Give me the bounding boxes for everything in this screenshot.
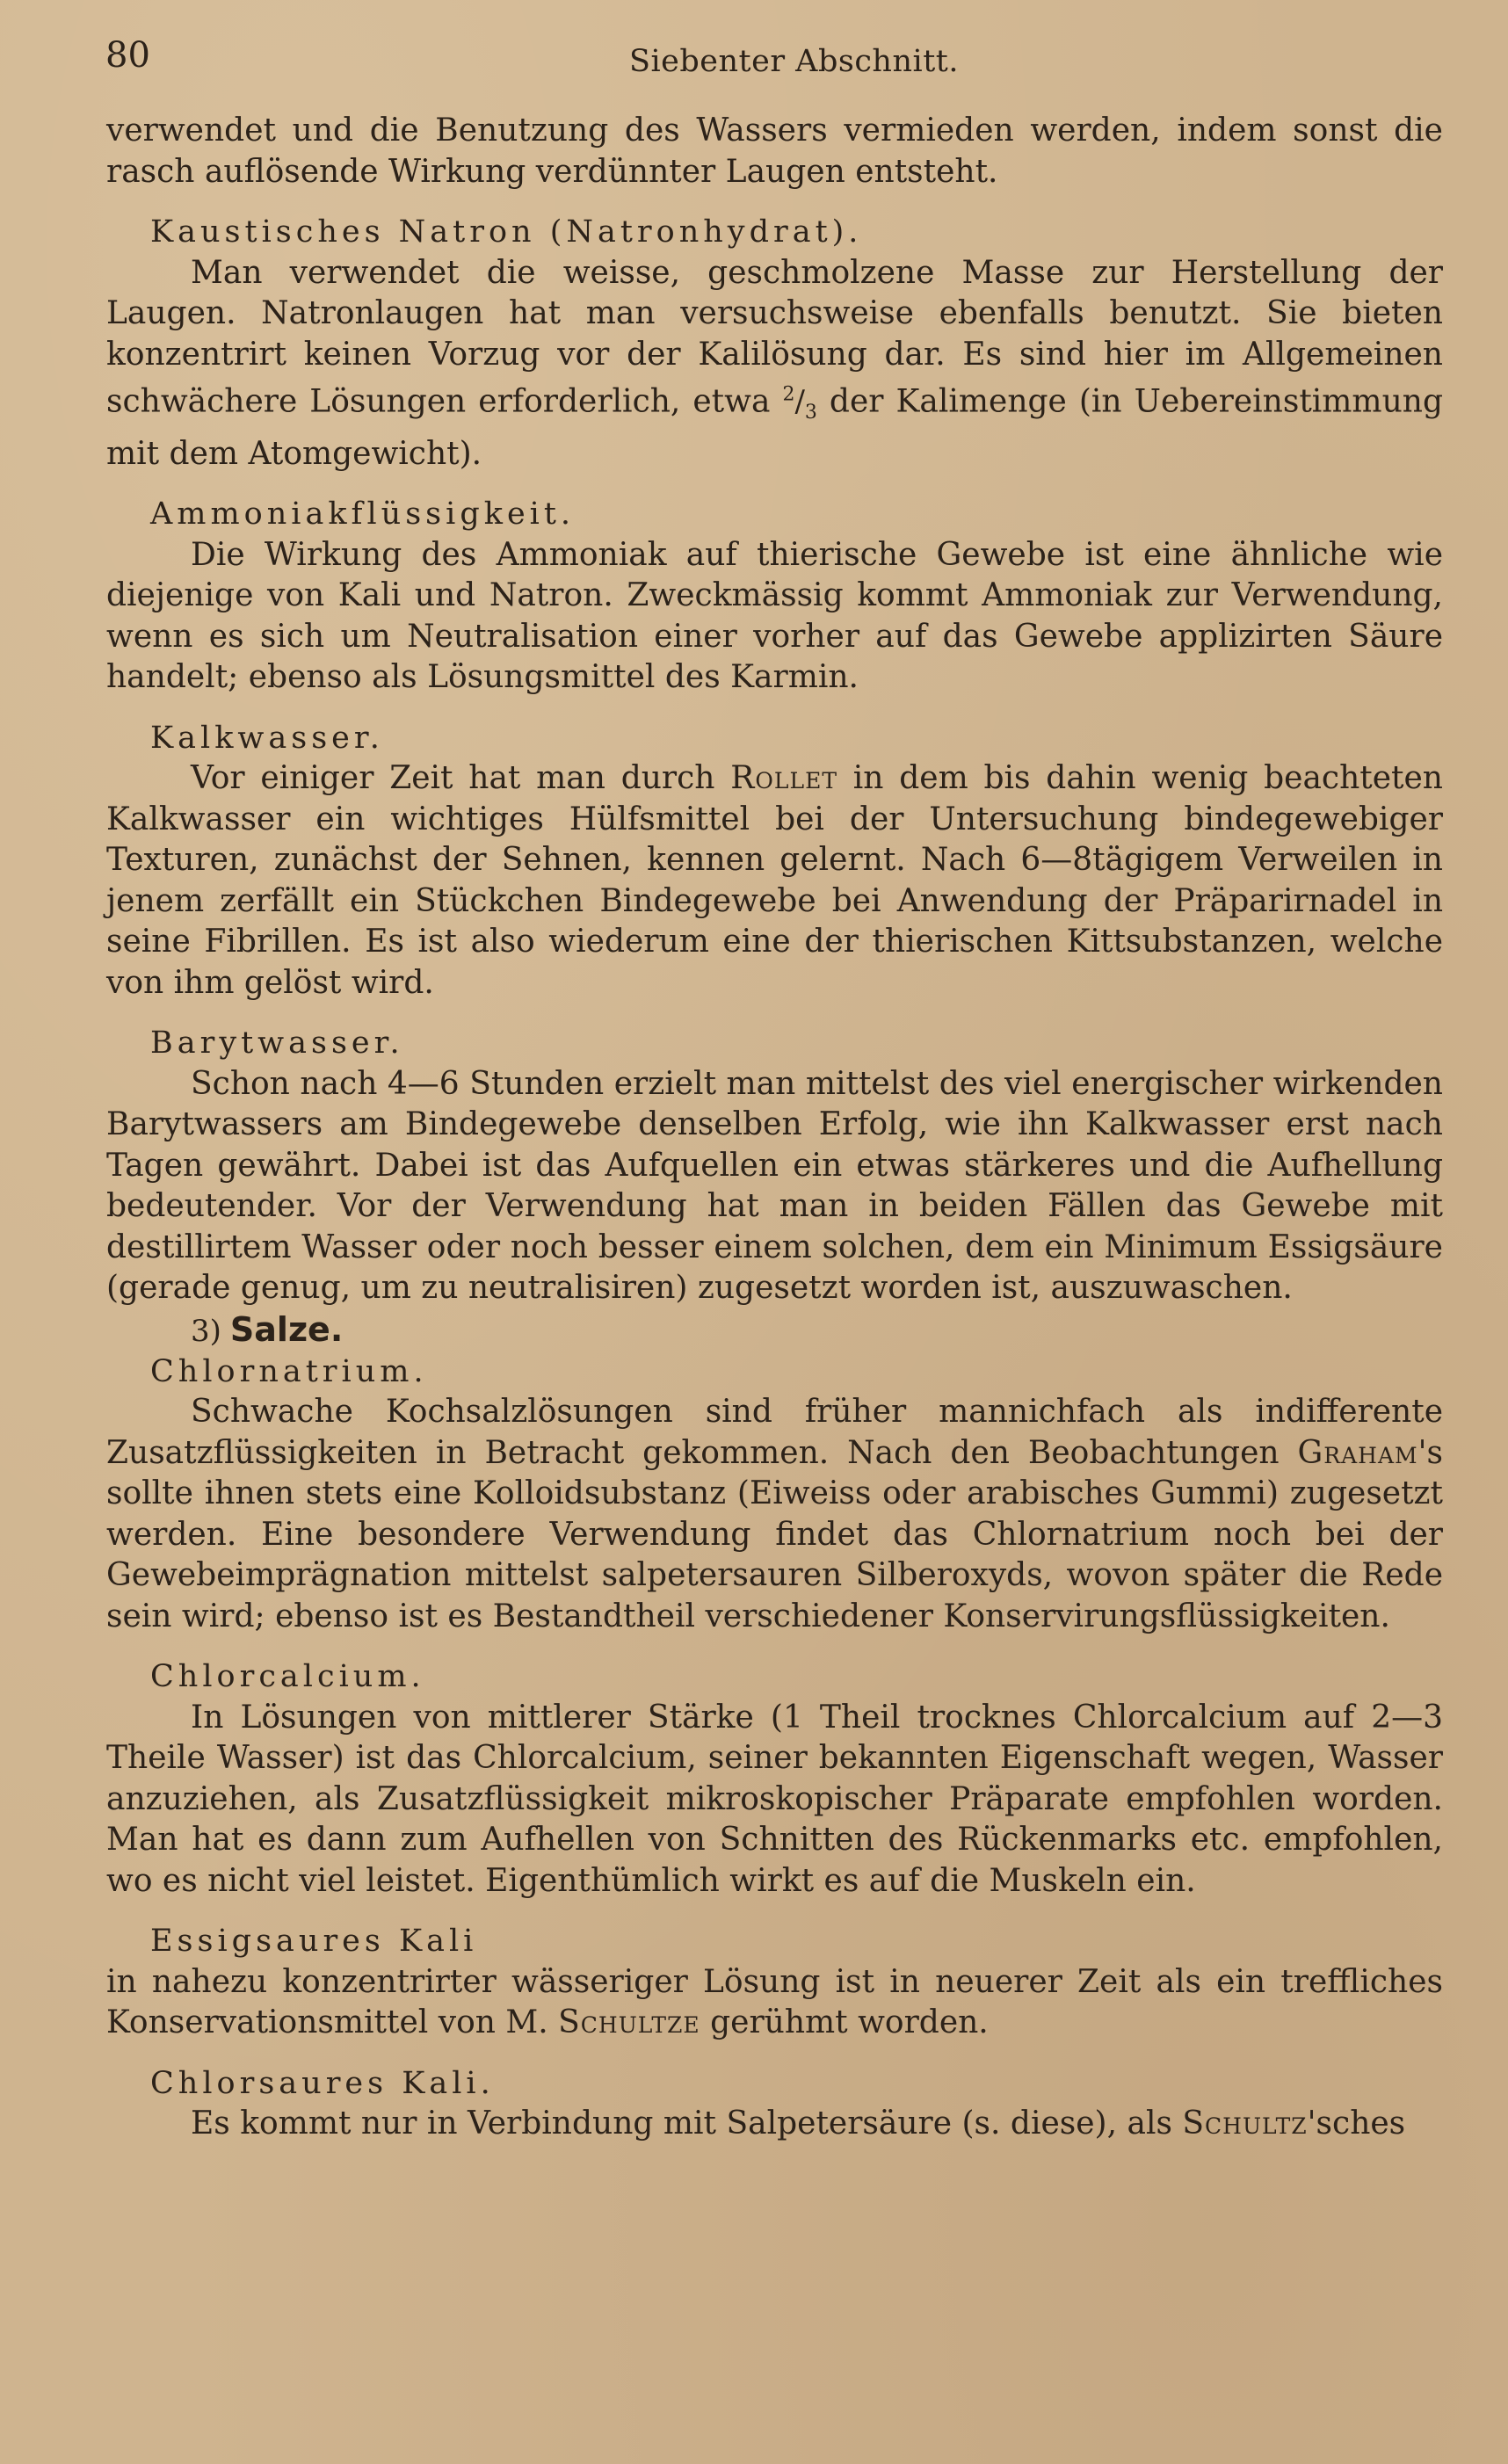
subheading-barytwasser: Barytwasser. bbox=[150, 1025, 404, 1062]
page-header bbox=[105, 32, 1441, 93]
subheading-chlorcalcium: Chlorcalcium. bbox=[150, 1659, 425, 1695]
subheading-kaustisches-natron: Kaustisches Natron (Natronhydrat). bbox=[150, 214, 863, 250]
paragraph-chlorsaures-kali bbox=[106, 2104, 1443, 2145]
paragraph-text: Schon nach 4—6 Stunden erzielt man mittelst des viel energischer wirkenden Barytwassers am Bindegewebe denselben Erfolg, wie ihn Kalkwasser erst nach Tagen gewährt. Dabei ist das Aufquellen ein etwas stärkeres und die Aufhellung bedeutender. Vor der Verwendung hat man in beiden Fällen das Gewebe mit destillirtem Wasser oder noch besser einem solchen, dem ein Minimum Essigsäure (gerade genug, um zu neutralisiren) zugesetzt worden ist, auszuwaschen. bbox=[106, 1065, 1443, 1307]
continued-paragraph bbox=[106, 111, 1443, 192]
paragraph-natron bbox=[106, 253, 1443, 475]
section-heading-salze bbox=[106, 1309, 1443, 1352]
paragraph-barytwasser bbox=[106, 1064, 1443, 1309]
subheading-kalkwasser: Kalkwasser. bbox=[150, 720, 384, 756]
paragraph-text: Die Wirkung des Ammoniak auf thierische Gewebe ist eine ähnliche wie diejenige von Kali und Natron. Zweckmässig kommt Ammoniak zur Verwendung, wenn es sich um Neutralisation einer vorher auf das Gewebe applizirten Säure handelt; ebenso als Lösungsmittel des Karmin. bbox=[106, 536, 1443, 696]
paragraph-text: der Kalimenge (in Uebereinstimmung mit dem Atomgewicht). bbox=[106, 383, 1443, 472]
paragraph-text: Schwache Kochsalzlösungen sind früher mannichfach als indifferente Zusatzflüssigkeiten in Betracht gekommen. Nach den Beobachtungen bbox=[106, 1394, 1443, 1471]
paragraph-kalkwasser bbox=[106, 758, 1443, 1004]
paragraph-text: Vor einiger Zeit hat man durch bbox=[191, 760, 731, 797]
author-name-rollet: Rollet bbox=[730, 760, 837, 797]
fraction-numerator: 2 bbox=[782, 384, 795, 406]
paragraph-essigsaures-kali bbox=[106, 1962, 1443, 2044]
section-number: 3) bbox=[191, 1313, 221, 1349]
paragraph-text: 's sollte ihnen stets eine Kolloidsubstanz (Eiweiss oder arabisches Gummi) zugesetzt werden. Eine besondere Verwendung findet das Chlornatrium noch bei der Gewebeimprägnation mittelst salpetersauren Silberoxyds, wovon später die Rede sein wird; ebenso ist es Bestandtheil verschiedener Konservirungsflüssigkeiten. bbox=[106, 1434, 1443, 1634]
paragraph-text: verwendet und die Benutzung des Wassers vermieden werden, indem sonst die rasch auflösende Wirkung verdünnter Laugen entsteht. bbox=[106, 112, 1443, 190]
author-name-schultze: Schultze bbox=[558, 2004, 700, 2041]
subheading-essigsaures-kali: Essigsaures Kali bbox=[150, 1924, 478, 1960]
fraction-two-thirds: $^2/_3$ bbox=[782, 384, 817, 424]
paragraph-text: Man verwendet die weisse, geschmolzene Masse zur Herstellung der Laugen. Natronlaugen hat man versuchsweise ebenfalls benutzt. Sie bieten konzentrirt keinen Vorzug vor der Kalilösung dar. Es sind hier im Allgemeinen schwächere Lösungen erforderlich, etwa bbox=[106, 254, 1443, 420]
paragraph-text: 'sches bbox=[1307, 2105, 1406, 2142]
running-head: Siebenter Abschnitt. bbox=[629, 44, 959, 79]
page-number: 80 bbox=[105, 35, 150, 76]
paragraph-text: Es kommt nur in Verbindung mit Salpetersäure (s. diese), als bbox=[191, 2105, 1183, 2142]
subheading-ammoniakfluessigkeit: Ammoniakflüssigkeit. bbox=[150, 496, 576, 533]
author-name-graham: Graham bbox=[1297, 1434, 1418, 1471]
subheading-chlornatrium: Chlornatrium. bbox=[150, 1353, 428, 1389]
paragraph-chlorcalcium bbox=[106, 1698, 1443, 1902]
section-title: Salze. bbox=[229, 1309, 344, 1349]
author-name-schultz: Schultz bbox=[1182, 2105, 1308, 2142]
paragraph-text: gerühmt worden. bbox=[700, 2004, 989, 2041]
fraction-denominator: 3 bbox=[804, 402, 817, 424]
paragraph-chlornatrium bbox=[106, 1392, 1443, 1637]
paragraph-ammoniak bbox=[106, 535, 1443, 699]
subheading-chlorsaures-kali: Chlorsaures Kali. bbox=[150, 2065, 495, 2101]
page-body bbox=[106, 111, 1443, 2145]
paragraph-text: in nahezu konzentrirter wässeriger Lösung ist in neuerer Zeit als ein treffliches Konservationsmittel von M. bbox=[106, 1963, 1443, 2041]
paragraph-text: In Lösungen von mittlerer Stärke (1 Theil trocknes Chlorcalcium auf 2—3 Theile Wasser) ist das Chlorcalcium, seiner bekannten Eigenschaft wegen, Wasser anzuziehen, als Zusatzflüssigkeit mikroskopischer Präparate empfohlen worden. Man hat es dann zum Aufhellen von Schnitten des Rückenmarks etc. empfohlen, wo es nicht viel leistet. Eigenthümlich wirkt es auf die Muskeln ein. bbox=[106, 1699, 1443, 1899]
paragraph-text: in dem bis dahin wenig beachteten Kalkwasser ein wichtiges Hülfsmittel bei der Untersuchung bindegewebiger Texturen, zunächst der Sehnen, kennen gelernt. Nach 6—8tägigem Verweilen in jenem zerfällt ein Stückchen Bindegewebe bei Anwendung der Präparirnadel in seine Fibrillen. Es ist also wiederum eine der thierischen Kittsubstanzen, welche von ihm gelöst wird. bbox=[106, 760, 1443, 1001]
